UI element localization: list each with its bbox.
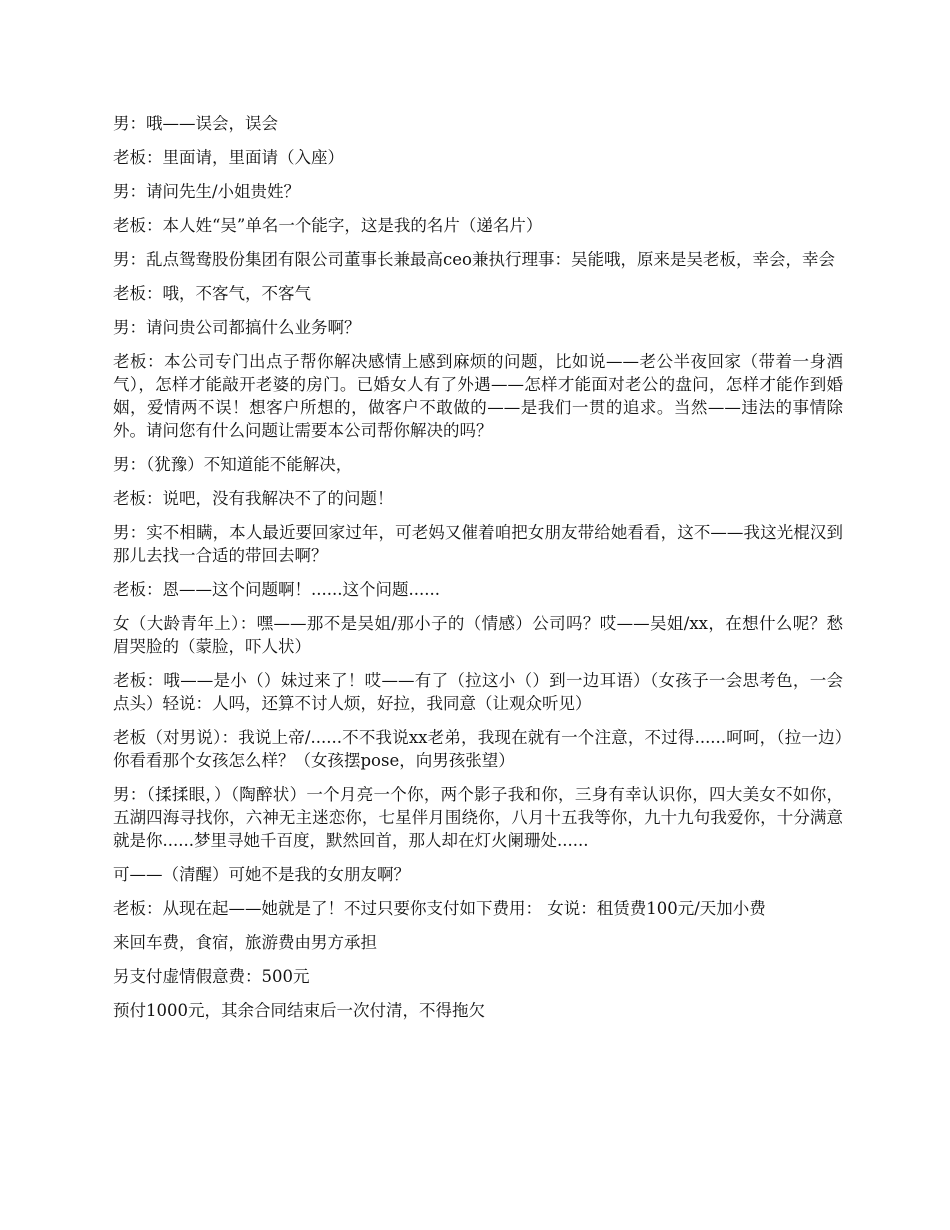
paragraph: 男：请问先生/小姐贵姓？	[113, 182, 301, 201]
paragraph: 老板：恩——这个问题啊！......这个问题......	[113, 580, 440, 599]
paragraph: 来回车费，食宿，旅游费由男方承担	[113, 933, 377, 952]
document-body	[113, 112, 843, 1033]
paragraph: 老板：本人姓“吴”单名一个能字，这是我的名片（递名片）	[113, 216, 543, 235]
paragraph: 女（大龄青年上）：嘿——那不是吴姐/那小子的（情感）公司吗？哎——吴姐/xx，在想什么呢？愁眉哭脸的（蒙脸，吓人状）	[113, 614, 843, 656]
paragraph: 预付1000元，其余合同结束后一次付清，不得拖欠	[113, 1001, 485, 1020]
paragraph: 老板：从现在起——她就是了！不过只要你支付如下费用： 女说：租赁费100元/天加小费	[113, 899, 766, 918]
paragraph: 男：哦——误会，误会	[113, 114, 278, 133]
paragraph: 男：（犹豫）不知道能不能解决，	[113, 455, 353, 474]
paragraph: 老板：本公司专门出点子帮你解决感情上感到麻烦的问题，比如说——老公半夜回家（带着一身酒气），怎样才能敲开老婆的房门。已婚女人有了外遇——怎样才能面对老公的盘问，怎样才能作到婚姻，爱情两不误！想客户所想的，做客户不敢做的——是我们一贯的追求。当然——违法的事情除外。请问您有什么问题让需要本公司帮你解决的吗？	[113, 352, 843, 440]
paragraph: 男：请问贵公司都搞什么业务啊？	[113, 318, 361, 337]
paragraph: 男：（揉揉眼，）（陶醉状）一个月亮一个你，两个影子我和你，三身有幸认识你，四大美女不如你，五湖四海寻找你，六神无主迷恋你，七星伴月围绕你，八月十五我等你，九十九句我爱你，十分满意就是你......梦里寻她千百度，默然回首，那人却在灯火阑珊处......	[113, 785, 843, 850]
paragraph: 老板（对男说）：我说上帝/......不不我说xx老弟，我现在就有一个注意，不过得......呵呵，（拉一边）你看看那个女孩怎么样？（女孩摆pose，向男孩张望）	[113, 728, 843, 770]
paragraph: 老板：哦——是小（）妹过来了！哎——有了（拉这小（）到一边耳语）（女孩子一会思考色，一会点头）轻说：人吗，还算不讨人烦，好拉，我同意（让观众听见）	[113, 671, 843, 713]
paragraph: 男：乱点鸳鸯股份集团有限公司董事长兼最高ceo兼执行理事：吴能哦，原来是吴老板，幸会，幸会	[113, 250, 835, 269]
paragraph: 老板：说吧，没有我解决不了的问题！	[113, 489, 394, 508]
paragraph: 男：实不相瞒，本人最近要回家过年，可老妈又催着咱把女朋友带给她看看，这不——我这光棍汉到那儿去找一合适的带回去啊？	[113, 523, 843, 565]
paragraph: 可——（清醒）可她不是我的女朋友啊？	[113, 865, 410, 884]
paragraph: 老板：哦，不客气，不客气	[113, 284, 311, 303]
paragraph: 另支付虚情假意费：500元	[113, 967, 310, 986]
paragraph: 老板：里面请，里面请（入座）	[113, 148, 344, 167]
